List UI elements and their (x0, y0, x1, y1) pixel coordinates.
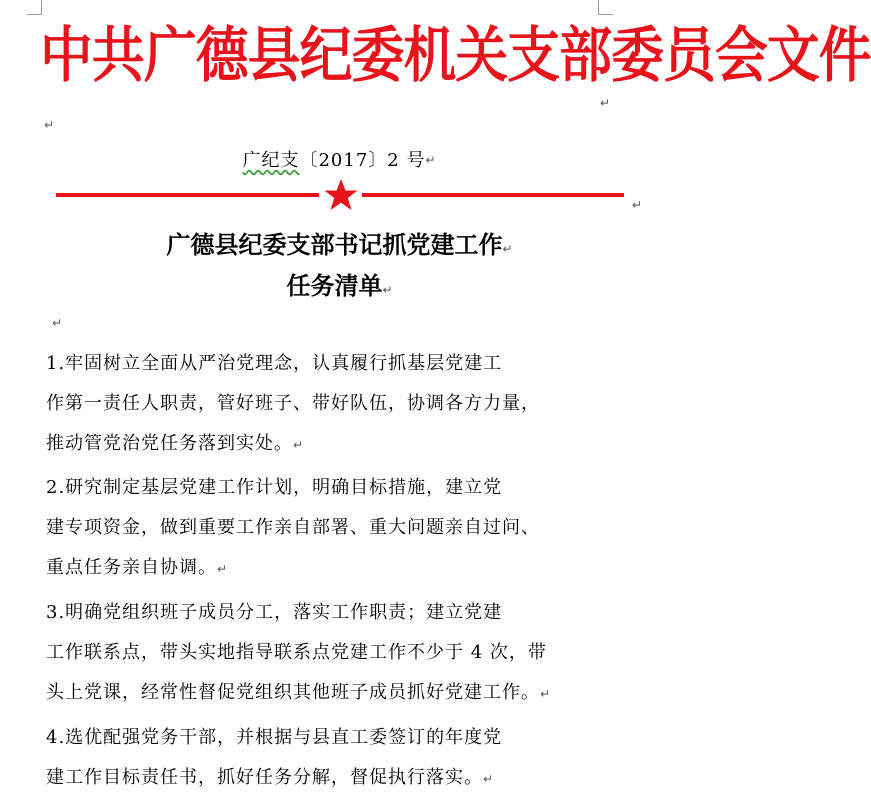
return-arrow-icon: ↵ (52, 316, 63, 330)
return-arrow-icon: ↵ (44, 118, 55, 132)
paragraph-line: 建专项资金，做到重要工作亲自部署、重大问题亲自过问、 (46, 517, 540, 538)
red-divider-right (362, 193, 624, 197)
return-arrow-icon: ↵ (425, 153, 437, 167)
return-arrow-icon: ↵ (293, 438, 305, 452)
paragraph-line: 推动管党治党任务落到实处。↵ (46, 433, 305, 454)
document-red-header: 中共广德县纪委机关支部委员会文件 (40, 21, 871, 91)
return-arrow-icon: ↵ (502, 242, 513, 256)
paragraph-2 (46, 468, 606, 589)
paragraph-line: 头上党课，经常性督促党组织其他班子成员抓好党建工作。↵ (46, 682, 552, 703)
doc-number-year: 〔2017〕 (299, 150, 388, 171)
return-arrow-icon: ↵ (217, 562, 229, 576)
doc-number-num: 2 号 (387, 150, 426, 171)
return-arrow-icon: ↵ (632, 198, 643, 212)
paragraph-line: 4.选优配强党务干部，并根据与县直工委签订的年度党 (46, 727, 503, 748)
return-arrow-icon: ↵ (600, 96, 611, 110)
document-number (0, 146, 679, 172)
return-arrow-icon: ↵ (382, 283, 393, 297)
paragraph-line: 工作联系点，带头实地指导联系点党建工作不少于 4 次，带 (46, 642, 547, 663)
return-arrow-icon: ↵ (483, 772, 495, 786)
return-arrow-icon: ↵ (540, 687, 552, 701)
paragraph-line: 建工作目标责任书，抓好任务分解，督促执行落实。↵ (46, 767, 495, 788)
paragraph-3 (46, 593, 606, 714)
star-icon (323, 177, 359, 213)
paragraph-4 (46, 718, 606, 799)
red-divider-left (56, 193, 319, 197)
paragraph-line: 作第一责任人职责，管好班子、带好队伍，协调各方力量， (46, 393, 540, 414)
paragraph-1 (46, 344, 606, 465)
paragraph-line: 2.研究制定基层党建工作计划，明确目标措施，建立党 (46, 477, 503, 498)
document-title-line1: 广德县纪委支部书记抓党建工作↵ (166, 231, 513, 259)
paragraph-line: 3.明确党组织班子成员分工，落实工作职责；建立党建 (46, 602, 503, 623)
paragraph-line: 重点任务亲自协调。↵ (46, 557, 229, 578)
doc-number-prefix: 广纪支 (242, 150, 300, 171)
paragraph-line: 1.牢固树立全面从严治党理念，认真履行抓基层党建工 (46, 353, 503, 374)
document-title-line2: 任务清单↵ (286, 272, 393, 300)
page-corner-mark-top-right (598, 0, 613, 15)
